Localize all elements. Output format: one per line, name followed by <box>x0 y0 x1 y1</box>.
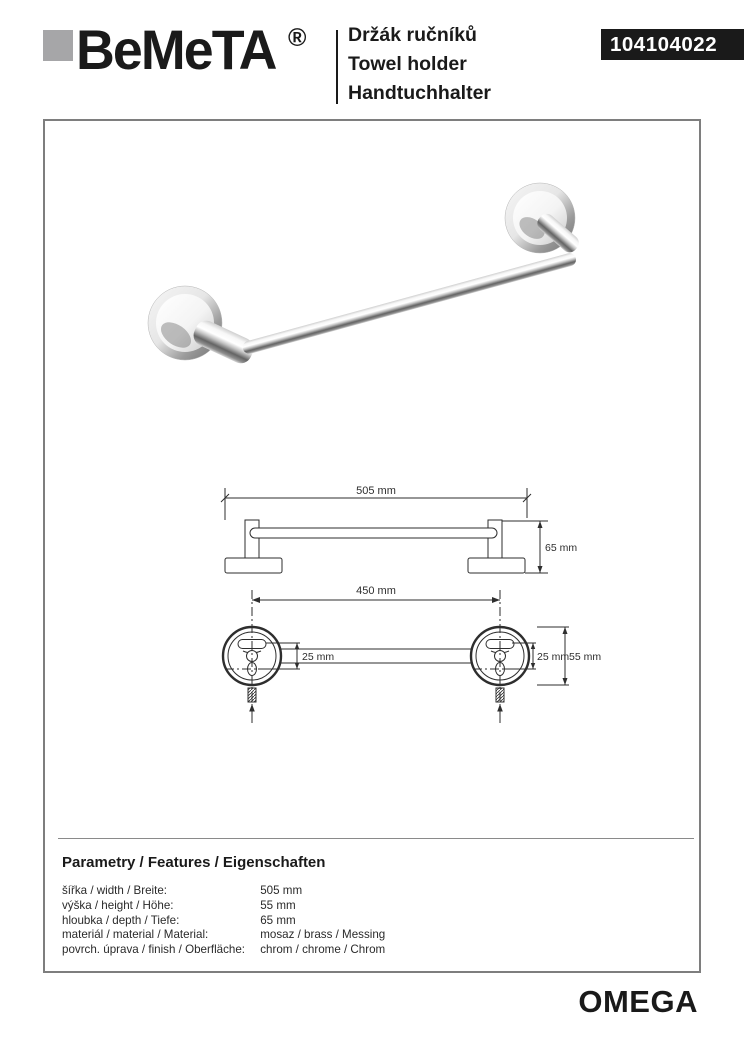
product-code: 104104022 <box>610 33 718 56</box>
product-code-badge <box>601 29 744 60</box>
header-divider <box>336 30 338 104</box>
param-label-finish: povrch. úprava / finish / Oberfläche: <box>62 943 246 957</box>
dim-top-span-label: 450 mm <box>356 585 396 597</box>
param-label-material: materiál / material / Material: <box>62 928 209 942</box>
product-name-de: Handtuchhalter <box>348 81 492 104</box>
table-row <box>62 914 385 929</box>
table-row <box>62 899 385 914</box>
series-name: OMEGA <box>578 984 698 1019</box>
front-elevation-drawing <box>221 488 548 573</box>
towel-bar <box>241 252 577 356</box>
param-value-width: 505 mm <box>260 884 303 897</box>
product-name-en: Towel holder <box>348 52 467 75</box>
dim-front-height-label: 65 mm <box>545 542 578 554</box>
parameters-table <box>62 884 385 958</box>
table-row <box>62 943 385 958</box>
product-name-cs: Držák ručníků <box>348 24 477 46</box>
dim-plate-height-label: 55 mm <box>569 651 602 663</box>
registered-trademark-icon: ® <box>288 24 307 52</box>
product-photo <box>100 150 620 430</box>
technical-drawing <box>200 480 620 730</box>
param-value-depth: 65 mm <box>260 913 296 927</box>
dim-right-spacing-label: 25 mm <box>537 651 570 663</box>
top-view-drawing <box>223 590 569 723</box>
param-value-height: 55 mm <box>260 898 296 912</box>
brand-logo: BeMeTA <box>76 18 276 81</box>
param-label-width: šířka / width / Breite: <box>62 884 168 897</box>
parameters-heading: Parametry / Features / Eigenschaften <box>62 854 326 871</box>
param-value-finish: chrom / chrome / Chrom <box>260 943 386 957</box>
logo-square-icon <box>43 30 73 61</box>
param-label-depth: hloubka / depth / Tiefe: <box>62 913 180 927</box>
table-row <box>62 884 385 899</box>
parameters-divider <box>58 838 694 839</box>
table-row <box>62 928 385 943</box>
dim-left-spacing-label: 25 mm <box>302 651 335 663</box>
product-name-block <box>348 21 491 107</box>
param-label-height: výška / height / Höhe: <box>62 898 174 912</box>
param-value-material: mosaz / brass / Messing <box>260 928 386 942</box>
dim-front-width-label: 505 mm <box>356 485 396 497</box>
